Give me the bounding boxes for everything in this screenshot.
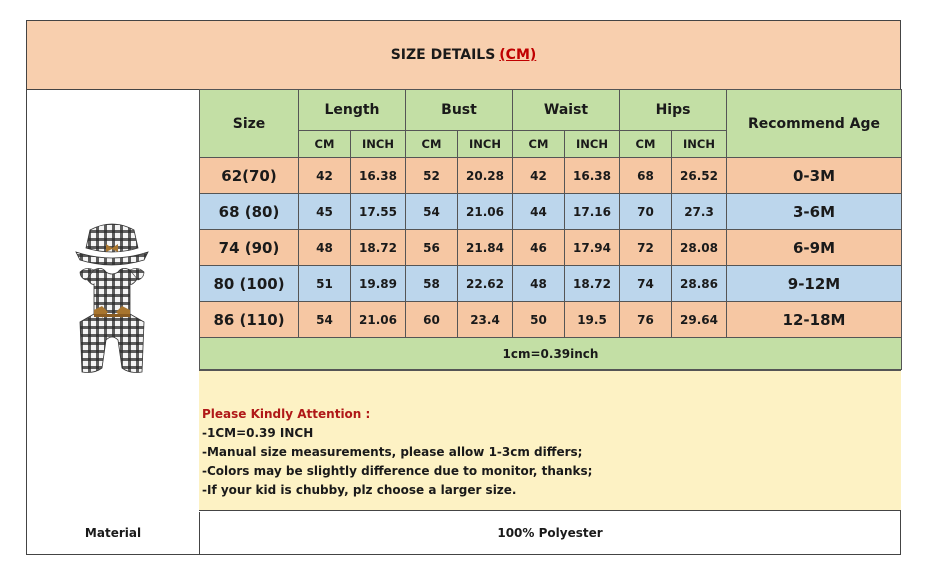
cell-bust-cm: 60 <box>406 302 458 338</box>
size-details-title <box>27 21 900 90</box>
header-recommend-age: Recommend Age <box>727 90 902 158</box>
cell-bust-cm: 52 <box>406 158 458 194</box>
notes-line: -Manual size measurements, please allow 1-3cm differs; <box>202 445 583 459</box>
material-label: Material <box>27 512 200 554</box>
cell-size: 80 (100) <box>200 266 299 302</box>
cell-size: 74 (90) <box>200 230 299 266</box>
subheader-length-cm: CM <box>299 131 351 158</box>
header-size: Size <box>200 90 299 158</box>
cell-bust-inch: 21.06 <box>458 194 513 230</box>
cell-age: 0-3M <box>727 158 902 194</box>
cell-hips-cm: 68 <box>620 158 672 194</box>
cell-length-cm: 54 <box>299 302 351 338</box>
cell-length-inch: 21.06 <box>351 302 406 338</box>
cell-waist-inch: 17.16 <box>565 194 620 230</box>
title-text: SIZE DETAILS <box>390 47 496 63</box>
header-waist: Waist <box>513 90 620 131</box>
table-row <box>200 302 902 338</box>
table-row <box>200 266 902 302</box>
cell-size: 86 (110) <box>200 302 299 338</box>
size-table <box>199 89 902 370</box>
notes-heading: Please Kindly Attention : <box>202 407 371 421</box>
cell-size: 68 (80) <box>200 194 299 230</box>
cell-length-cm: 51 <box>299 266 351 302</box>
cell-hips-cm: 76 <box>620 302 672 338</box>
cell-waist-inch: 19.5 <box>565 302 620 338</box>
cell-bust-inch: 20.28 <box>458 158 513 194</box>
cell-hips-cm: 74 <box>620 266 672 302</box>
attention-notes <box>199 370 901 511</box>
plaid-romper <box>80 268 144 372</box>
cell-hips-cm: 70 <box>620 194 672 230</box>
cell-length-cm: 48 <box>299 230 351 266</box>
notes-line: -If your kid is chubby, plz choose a larger size. <box>202 483 517 497</box>
notes-line: -1CM=0.39 INCH <box>202 426 314 440</box>
cell-length-cm: 42 <box>299 158 351 194</box>
cell-waist-cm: 44 <box>513 194 565 230</box>
cell-bust-cm: 56 <box>406 230 458 266</box>
cell-waist-inch: 18.72 <box>565 266 620 302</box>
cell-hips-cm: 72 <box>620 230 672 266</box>
material-value: 100% Polyester <box>497 526 603 540</box>
cell-age: 12-18M <box>727 302 902 338</box>
subheader-length-inch: INCH <box>351 131 406 158</box>
table-row <box>200 230 902 266</box>
subheader-hips-cm: CM <box>620 131 672 158</box>
cell-length-inch: 17.55 <box>351 194 406 230</box>
table-row <box>200 158 902 194</box>
cell-hips-inch: 27.3 <box>672 194 727 230</box>
table-row <box>200 194 902 230</box>
cell-age: 9-12M <box>727 266 902 302</box>
subheader-bust-inch: INCH <box>458 131 513 158</box>
cell-waist-cm: 46 <box>513 230 565 266</box>
cell-waist-cm: 50 <box>513 302 565 338</box>
cell-age: 3-6M <box>727 194 902 230</box>
cell-hips-inch: 28.86 <box>672 266 727 302</box>
cell-length-cm: 45 <box>299 194 351 230</box>
subheader-waist-inch: INCH <box>565 131 620 158</box>
conversion-note: 1cm=0.39inch <box>200 338 902 370</box>
notes-line: -Colors may be slightly difference due to monitor, thanks; <box>202 464 593 478</box>
cell-bust-inch: 21.84 <box>458 230 513 266</box>
bucket-hat <box>76 224 148 265</box>
cell-bust-cm: 58 <box>406 266 458 302</box>
subheader-bust-cm: CM <box>406 131 458 158</box>
cell-bust-cm: 54 <box>406 194 458 230</box>
cell-age: 6-9M <box>727 230 902 266</box>
cell-size: 62(70) <box>200 158 299 194</box>
header-bust: Bust <box>406 90 513 131</box>
cell-length-inch: 19.89 <box>351 266 406 302</box>
cell-bust-inch: 23.4 <box>458 302 513 338</box>
subheader-hips-inch: INCH <box>672 131 727 158</box>
header-hips: Hips <box>620 90 727 131</box>
cell-waist-cm: 48 <box>513 266 565 302</box>
cell-length-inch: 18.72 <box>351 230 406 266</box>
cell-length-inch: 16.38 <box>351 158 406 194</box>
subheader-waist-cm: CM <box>513 131 565 158</box>
cell-hips-inch: 29.64 <box>672 302 727 338</box>
cell-waist-inch: 16.38 <box>565 158 620 194</box>
cell-hips-inch: 28.08 <box>672 230 727 266</box>
cell-hips-inch: 26.52 <box>672 158 727 194</box>
cell-bust-inch: 22.62 <box>458 266 513 302</box>
cell-waist-cm: 42 <box>513 158 565 194</box>
title-unit: (CM) <box>499 47 537 63</box>
product-image <box>72 222 152 382</box>
header-length: Length <box>299 90 406 131</box>
cell-waist-inch: 17.94 <box>565 230 620 266</box>
